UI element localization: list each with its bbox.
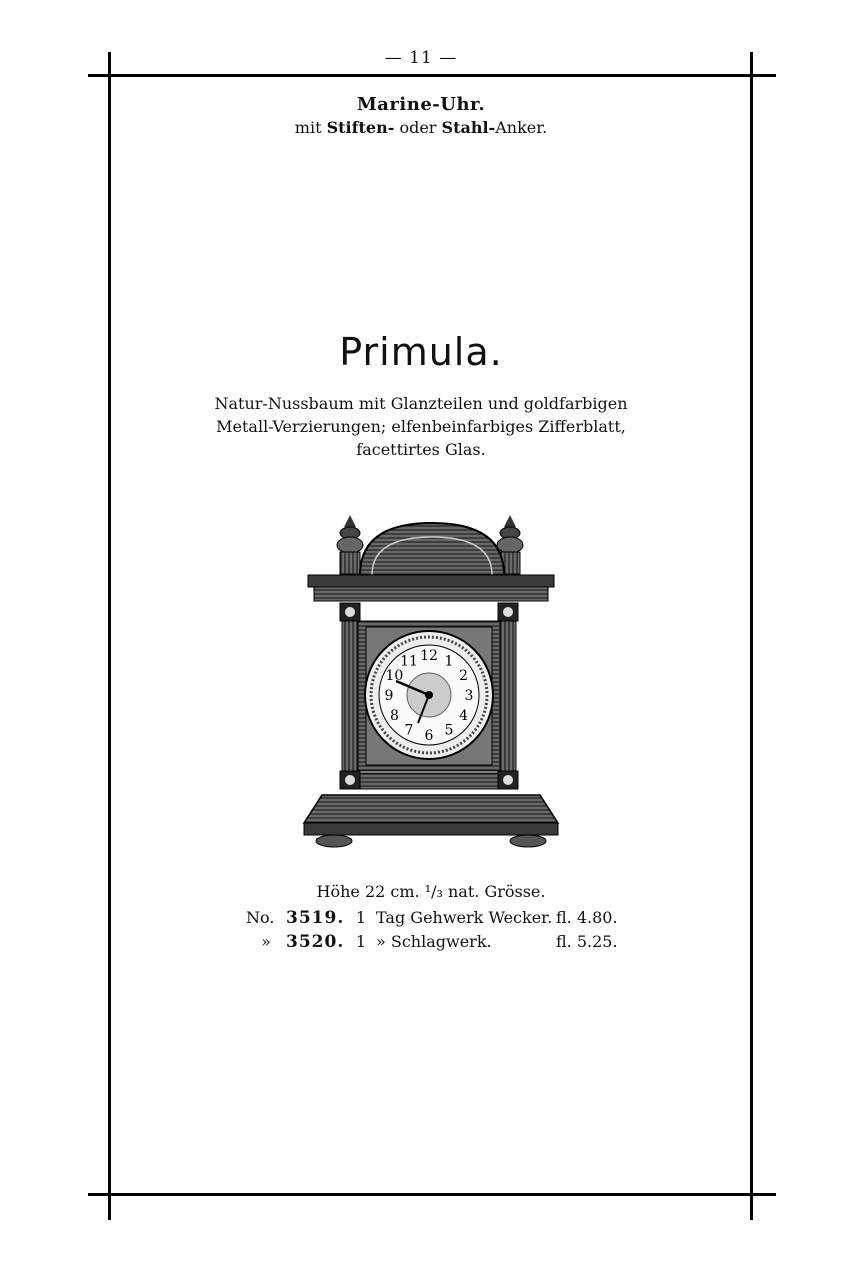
price-list <box>246 906 626 954</box>
section-heading: Marine-Uhr. <box>356 94 486 115</box>
bottom-rule <box>88 1193 776 1196</box>
row-description: » Schlagwerk. <box>376 932 492 951</box>
subtitle-connector: oder <box>394 118 442 137</box>
model-title: Primula. <box>339 330 503 374</box>
dimensions-note: Höhe 22 cm. ¹/₃ nat. Grösse. <box>316 882 546 901</box>
row-description: Tag Gehwerk Wecker. <box>376 908 553 927</box>
clock-illustration <box>300 505 564 855</box>
right-rule <box>750 52 753 1220</box>
product-description <box>0 392 842 461</box>
row-prefix: No. <box>246 908 275 927</box>
subtitle-option-stiften: Stiften- <box>326 118 395 137</box>
top-rule <box>88 74 776 77</box>
subtitle-prefix: mit <box>294 118 327 137</box>
clock-numeral: 2 <box>459 668 469 684</box>
row-price: fl. 4.80. <box>556 908 618 927</box>
page-number: — 11 — <box>384 48 458 68</box>
price-row <box>246 930 626 954</box>
article-number: 3519. <box>286 908 345 928</box>
clock-numeral: 1 <box>444 653 454 670</box>
left-rule <box>108 52 111 1220</box>
section-subheading <box>0 118 842 137</box>
clock-numeral: 5 <box>444 722 454 739</box>
clock-dial <box>365 631 493 759</box>
description-line: facettirtes Glas. <box>356 440 486 459</box>
clock-numeral: 4 <box>459 708 469 724</box>
clock-numeral: 11 <box>400 653 418 670</box>
description-line: Natur-Nussbaum mit Glanzteilen und goldfarbigen <box>214 394 628 413</box>
clock-base <box>304 795 558 823</box>
row-prefix: » <box>261 932 271 951</box>
clock-numeral: 10 <box>385 668 404 684</box>
clock-numeral: 9 <box>384 688 394 704</box>
subtitle-option-stahl: Stahl- <box>441 118 496 137</box>
clock-numeral: 3 <box>464 688 474 704</box>
clock-numeral: 7 <box>404 722 414 739</box>
left-finial <box>337 515 363 574</box>
price-row <box>246 906 626 930</box>
article-number: 3520. <box>286 932 345 952</box>
row-days: 1 <box>355 908 367 927</box>
row-price: fl. 5.25. <box>556 932 618 951</box>
subtitle-suffix: Anker. <box>495 118 548 137</box>
row-days: 1 <box>355 932 367 951</box>
description-line: Metall-Verzierungen; elfenbeinfarbiges Zifferblatt, <box>216 417 626 436</box>
clock-numeral: 12 <box>420 648 438 664</box>
arch-top <box>360 523 504 575</box>
clock-numeral: 6 <box>424 728 434 744</box>
clock-numeral: 8 <box>389 708 399 724</box>
